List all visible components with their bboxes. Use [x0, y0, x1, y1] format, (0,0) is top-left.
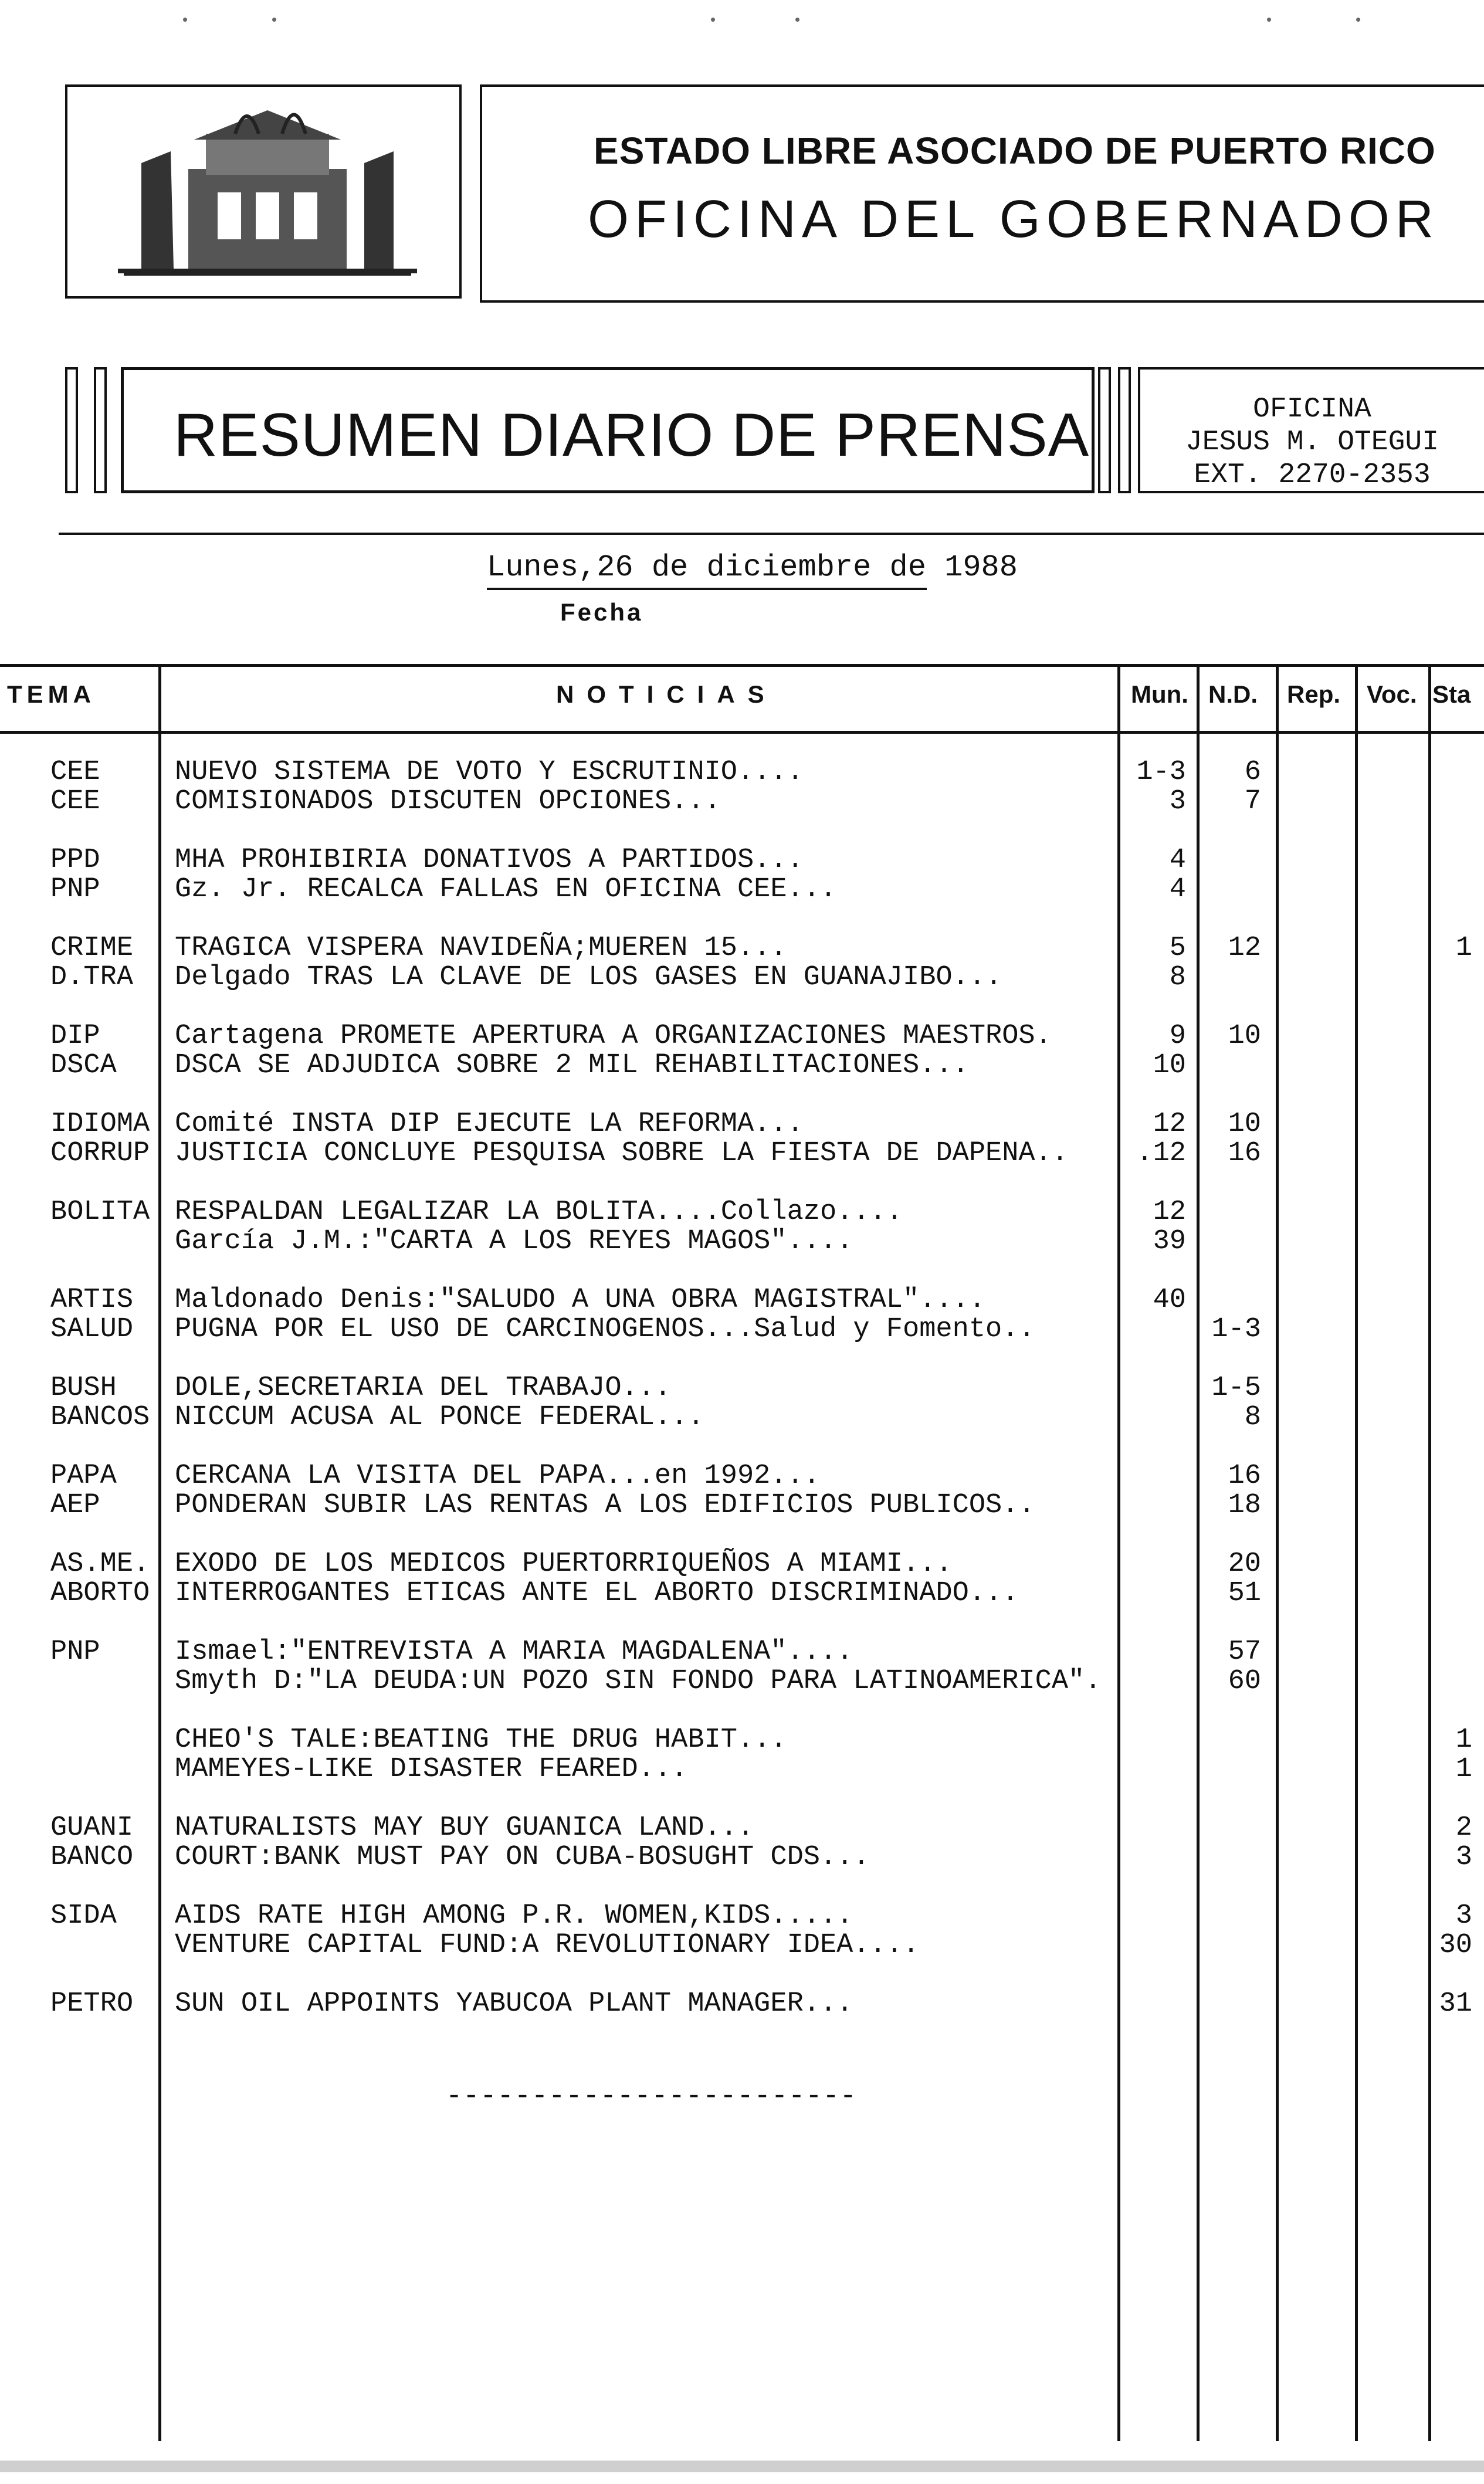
row-tema: BOLITA [50, 1197, 150, 1228]
banner-bar-right-1 [1098, 367, 1111, 493]
row-tema: BUSH [50, 1373, 117, 1404]
office-label: OFICINA [1253, 394, 1371, 425]
row-star: 31 [1439, 1988, 1472, 2019]
row-nd: 16 [1228, 1460, 1261, 1492]
row-tema: BANCOS [50, 1402, 150, 1433]
row-noticia: Cartagena PROMETE APERTURA A ORGANIZACIONES MAESTROS. [175, 1021, 1052, 1052]
row-tema: DIP [50, 1021, 100, 1052]
row-noticia: EXODO DE LOS MEDICOS PUERTORRIQUEÑOS A MIAMI... [175, 1548, 953, 1580]
row-star: 1 [1455, 1754, 1472, 1785]
row-noticia: RESPALDAN LEGALIZAR LA BOLITA....Collazo.... [175, 1197, 903, 1228]
row-mun: 3 [1169, 786, 1186, 817]
row-tema: SIDA [50, 1900, 117, 1931]
row-nd: 18 [1228, 1490, 1261, 1521]
row-noticia: VENTURE CAPITAL FUND:A REVOLUTIONARY IDEA.... [175, 1930, 920, 1961]
row-nd: 60 [1228, 1666, 1261, 1697]
row-tema: SALUD [50, 1314, 134, 1345]
row-noticia: NICCUM ACUSA AL PONCE FEDERAL... [175, 1402, 704, 1433]
row-nd: 8 [1244, 1402, 1261, 1433]
row-mun: 1-3 [1136, 757, 1186, 788]
header-voc: Voc. [1367, 680, 1417, 708]
date-block [487, 550, 1018, 626]
banner-bar-right-2 [1118, 367, 1131, 493]
header-star: Sta [1432, 680, 1471, 708]
row-mun: 40 [1153, 1285, 1186, 1316]
row-noticia: PUGNA POR EL USO DE CARCINOGENOS...Salud y Fomento.. [175, 1314, 1035, 1345]
row-tema: PPD [50, 845, 100, 876]
office-name: OFICINA DEL GOBERNADOR [588, 190, 1439, 249]
row-tema: AEP [50, 1490, 100, 1521]
row-tema: IDIOMA [50, 1109, 150, 1140]
row-nd: 10 [1228, 1109, 1261, 1140]
row-noticia: CHEO'S TALE:BEATING THE DRUG HABIT... [175, 1724, 787, 1756]
row-noticia: DSCA SE ADJUDICA SOBRE 2 MIL REHABILITACIONES... [175, 1050, 969, 1081]
row-noticia: JUSTICIA CONCLUYE PESQUISA SOBRE LA FIESTA DE DAPENA.. [175, 1138, 1069, 1169]
date-label: Fecha [560, 598, 643, 626]
row-mun: 39 [1153, 1226, 1186, 1257]
row-nd: 51 [1228, 1578, 1261, 1609]
row-nd: 10 [1228, 1021, 1261, 1052]
row-mun: 4 [1169, 845, 1186, 876]
row-star: 2 [1455, 1812, 1472, 1843]
row-tema: D.TRA [50, 962, 134, 993]
row-mun: 9 [1169, 1021, 1186, 1052]
row-nd: 20 [1228, 1548, 1261, 1580]
header-tema: TEMA [7, 680, 96, 708]
governor-mansion-seal-icon [118, 99, 417, 286]
row-noticia: NUEVO SISTEMA DE VOTO Y ESCRUTINIO.... [175, 757, 804, 788]
row-nd: 6 [1244, 757, 1261, 788]
date-value: Lunes,26 de diciembre de 1988 [487, 550, 1018, 585]
row-noticia: Comité INSTA DIP EJECUTE LA REFORMA... [175, 1109, 804, 1140]
table-header-top-rule [0, 664, 1484, 667]
header-rep: Rep. [1287, 680, 1341, 708]
office-contact-box [1138, 367, 1484, 493]
row-mun: 5 [1169, 933, 1186, 964]
col-divider-star [1428, 664, 1431, 2441]
row-tema: CRIME [50, 933, 134, 964]
government-name: ESTADO LIBRE ASOCIADO DE PUERTO RICO [594, 130, 1436, 172]
title-frame [480, 84, 1484, 303]
row-mun: 12 [1153, 1197, 1186, 1228]
row-mun: 8 [1169, 962, 1186, 993]
row-noticia: INTERROGANTES ETICAS ANTE EL ABORTO DISCRIMINADO... [175, 1578, 1019, 1609]
row-tema: AS.ME. [50, 1548, 150, 1580]
row-noticia: AIDS RATE HIGH AMONG P.R. WOMEN,KIDS..... [175, 1900, 853, 1931]
row-nd: 7 [1244, 786, 1261, 817]
row-noticia: MAMEYES-LIKE DISASTER FEARED... [175, 1754, 688, 1785]
closing-dashes: ------------------------ [446, 2081, 857, 2112]
col-divider-mun [1117, 664, 1120, 2441]
row-tema: ARTIS [50, 1285, 134, 1316]
col-divider-voc [1355, 664, 1358, 2441]
row-noticia: COURT:BANK MUST PAY ON CUBA-BOSUGHT CDS... [175, 1842, 870, 1873]
row-mun: .12 [1136, 1138, 1186, 1169]
office-contact-name: JESUS M. OTEGUI [1185, 426, 1439, 458]
row-noticia: TRAGICA VISPERA NAVIDEÑA;MUEREN 15... [175, 933, 787, 964]
row-noticia: Delgado TRAS LA CLAVE DE LOS GASES EN GUANAJIBO... [175, 962, 1002, 993]
row-nd: 57 [1228, 1636, 1261, 1668]
table-header-bottom-rule [0, 731, 1484, 734]
banner-frame [121, 367, 1095, 493]
banner-bar-left-2 [94, 367, 107, 493]
divider [59, 533, 1484, 535]
row-noticia: CERCANA LA VISITA DEL PAPA...en 1992... [175, 1460, 820, 1492]
banner-bar-left-1 [65, 367, 78, 493]
row-tema: CEE [50, 757, 100, 788]
row-star: 30 [1439, 1930, 1472, 1961]
row-tema: PETRO [50, 1988, 134, 2019]
row-tema: PNP [50, 874, 100, 905]
row-noticia: NATURALISTS MAY BUY GUANICA LAND... [175, 1812, 754, 1843]
row-mun: 4 [1169, 874, 1186, 905]
row-noticia: Ismael:"ENTREVISTA A MARIA MAGDALENA".... [175, 1636, 853, 1668]
row-noticia: MHA PROHIBIRIA DONATIVOS A PARTIDOS... [175, 845, 804, 876]
col-divider-rep [1276, 664, 1279, 2441]
row-noticia: COMISIONADOS DISCUTEN OPCIONES... [175, 786, 721, 817]
row-star: 1 [1455, 933, 1472, 964]
row-noticia: PONDERAN SUBIR LAS RENTAS A LOS EDIFICIOS PUBLICOS.. [175, 1490, 1035, 1521]
row-nd: 16 [1228, 1138, 1261, 1169]
scan-marks [0, 18, 1484, 29]
row-noticia: SUN OIL APPOINTS YABUCOA PLANT MANAGER... [175, 1988, 853, 2019]
row-noticia: García J.M.:"CARTA A LOS REYES MAGOS".... [175, 1226, 853, 1257]
col-divider-tema [158, 664, 161, 2441]
scan-bottom-edge [0, 2461, 1484, 2472]
col-divider-nd [1197, 664, 1200, 2441]
row-tema: CORRUP [50, 1138, 150, 1169]
row-star: 3 [1455, 1842, 1472, 1873]
row-mun: 10 [1153, 1050, 1186, 1081]
row-tema: GUANI [50, 1812, 134, 1843]
header-noticias: NOTICIAS [556, 680, 777, 708]
row-tema: BANCO [50, 1842, 134, 1873]
row-tema: PAPA [50, 1460, 117, 1492]
row-nd: 1-5 [1211, 1373, 1261, 1404]
row-nd: 1-3 [1211, 1314, 1261, 1345]
row-noticia: Smyth D:"LA DEUDA:UN POZO SIN FONDO PARA LATINOAMERICA". [175, 1666, 1102, 1697]
row-tema: PNP [50, 1636, 100, 1668]
row-mun: 12 [1153, 1109, 1186, 1140]
row-tema: DSCA [50, 1050, 117, 1081]
banner-title: RESUMEN DIARIO DE PRENSA [174, 401, 1090, 469]
office-extension: EXT. 2270-2353 [1194, 459, 1431, 491]
row-star: 3 [1455, 1900, 1472, 1931]
row-tema: ABORTO [50, 1578, 150, 1609]
seal-frame [65, 84, 462, 299]
row-noticia: DOLE,SECRETARIA DEL TRABAJO... [175, 1373, 672, 1404]
header-mun: Mun. [1131, 680, 1188, 708]
date-underline [487, 588, 927, 590]
row-noticia: Maldonado Denis:"SALUDO A UNA OBRA MAGISTRAL".... [175, 1285, 986, 1316]
row-nd: 12 [1228, 933, 1261, 964]
row-star: 1 [1455, 1724, 1472, 1756]
row-tema: CEE [50, 786, 100, 817]
header-nd: N.D. [1208, 680, 1258, 708]
row-noticia: Gz. Jr. RECALCA FALLAS EN OFICINA CEE... [175, 874, 837, 905]
